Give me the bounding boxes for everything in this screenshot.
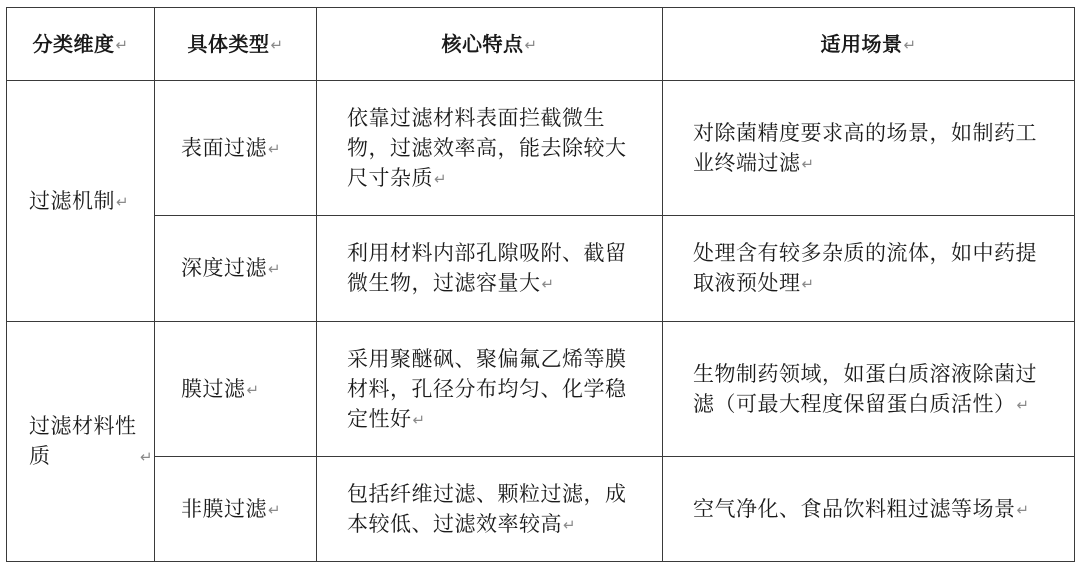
- header-label: 具体类型: [187, 31, 270, 56]
- return-mark: ↵: [541, 275, 555, 293]
- scenarios-text: 处理含有较多杂质的流体，如中药提取液预处理: [693, 241, 1037, 295]
- scenarios-text: 生物制药领域，如蛋白质溶液除菌过滤（可最大程度保留蛋白质活性）: [693, 361, 1037, 416]
- features-text: 包括纤维过滤、颗粒过滤，成本较低、过滤效率较高: [347, 481, 627, 536]
- return-mark: ↵: [140, 448, 154, 466]
- scenarios-text: 对除菌精度要求高的场景，如制药工业终端过滤: [693, 120, 1037, 175]
- header-label: 核心特点: [441, 31, 524, 56]
- scenarios-cell: [663, 457, 1075, 562]
- dimension-text: 过滤材料性质: [29, 414, 137, 468]
- return-mark: ↵: [801, 275, 815, 293]
- type-cell: [155, 81, 317, 216]
- return-mark: ↵: [116, 192, 130, 211]
- return-mark: ↵: [801, 154, 815, 173]
- features-text: 利用材料内部孔隙吸附、截留微生物，过滤容量大: [347, 241, 627, 295]
- header-label: 分类维度: [32, 31, 115, 56]
- return-mark: ↵: [434, 169, 448, 188]
- scenarios-cell: [663, 322, 1075, 457]
- header-cell-dimension: [7, 8, 155, 81]
- classification-table: [6, 7, 1075, 562]
- type-cell: [155, 216, 317, 322]
- features-cell: [317, 81, 663, 216]
- features-text: 依靠过滤材料表面拦截微生物，过滤效率高，能去除较大尺寸杂质: [347, 105, 627, 190]
- return-mark: ↵: [270, 35, 284, 54]
- type-text: 膜过滤: [181, 376, 246, 401]
- dimension-cell: [7, 322, 155, 562]
- header-cell-scenarios: [663, 8, 1075, 81]
- scenarios-text: 空气净化、食品饮料粗过滤等场景: [693, 496, 1016, 521]
- dimension-cell: [7, 81, 155, 322]
- return-mark: ↵: [412, 410, 426, 429]
- type-text: 深度过滤: [181, 256, 267, 280]
- type-cell: [155, 457, 317, 562]
- header-row: [7, 8, 1075, 81]
- header-cell-type: [155, 8, 317, 81]
- return-mark: ↵: [563, 515, 577, 534]
- table-row: [7, 216, 1075, 322]
- features-cell: [317, 457, 663, 562]
- type-cell: [155, 322, 317, 457]
- return-mark: ↵: [1016, 395, 1030, 414]
- return-mark: ↵: [268, 139, 282, 158]
- scenarios-cell: [663, 216, 1075, 322]
- features-text: 采用聚醚砜、聚偏氟乙烯等膜材料，孔径分布均匀、化学稳定性好: [347, 346, 627, 431]
- features-cell: [317, 322, 663, 457]
- header-cell-features: [317, 8, 663, 81]
- return-mark: ↵: [1016, 500, 1030, 519]
- header-label: 适用场景: [820, 31, 903, 56]
- scenarios-cell: [663, 81, 1075, 216]
- dimension-text: 过滤机制: [29, 188, 115, 213]
- return-mark: ↵: [268, 260, 282, 278]
- type-text: 表面过滤: [181, 135, 267, 160]
- type-text: 非膜过滤: [181, 496, 267, 521]
- return-mark: ↵: [268, 500, 282, 519]
- return-mark: ↵: [903, 35, 917, 54]
- table-row: [7, 322, 1075, 457]
- return-mark: ↵: [524, 35, 538, 54]
- table-row: [7, 81, 1075, 216]
- return-mark: ↵: [246, 380, 260, 399]
- features-cell: [317, 216, 663, 322]
- table-row: [7, 457, 1075, 562]
- return-mark: ↵: [115, 35, 129, 54]
